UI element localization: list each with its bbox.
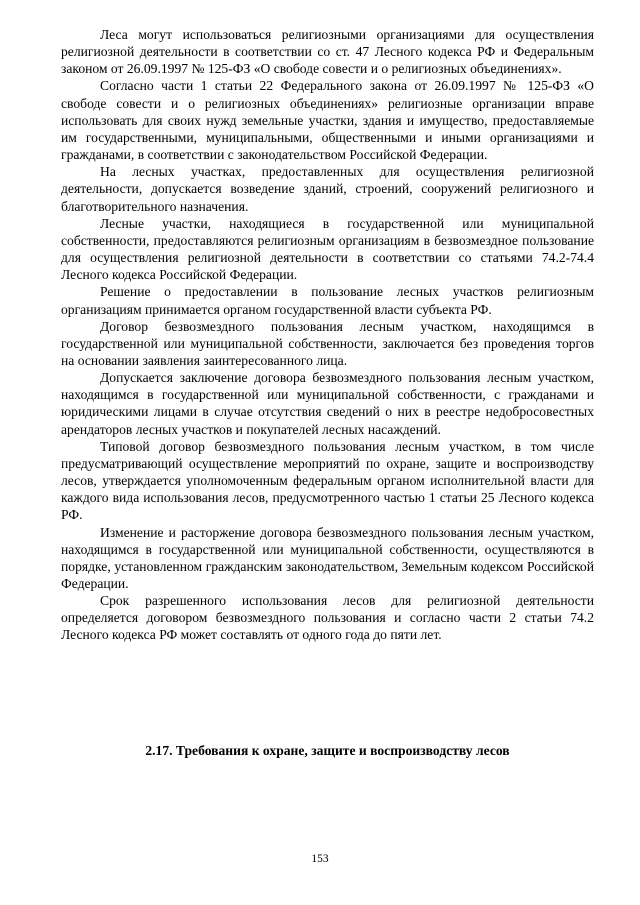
paragraph: Изменение и расторжение договора безвозмездного пользования лесным участком, находящимся в государственной или муниципальной собственности, осуществляются в порядке, установленном гражданским законодательством, Земельным кодексом Российской Федерации.	[61, 524, 594, 591]
paragraph: Допускается заключение договора безвозмездного пользования лесным участком, находящимся в государственной или муниципальной собственности, с гражданами и юридическими лицами в случае отсутствия сведений о них в реестре недобросовестных арендаторов лесных участков и покупателей лесных насаждений.	[61, 370, 594, 437]
section-heading: 2.17. Требования к охране, защите и воспроизводству лесов	[145, 743, 510, 758]
paragraph: Типовой договор безвозмездного пользования лесным участком, в том числе предусматривающий осуществление мероприятий по охране, защите и воспроизводству лесов, утверждается уполномоченным федеральным органом исполнительной власти для каждого вида использования лесов, предусмотренного частью 1 статьи 25 Лесного кодекса РФ.	[61, 438, 594, 523]
paragraph: На лесных участках, предоставленных для осуществления религиозной деятельности, допускается возведение зданий, строений, сооружений религиозного и благотворительного назначения.	[61, 164, 594, 214]
paragraph: Леса могут использоваться религиозными организациями для осуществления религиозной деятельности в соответствии со ст. 47 Лесного кодекса РФ и Федеральным законом от 26.09.1997 № 125-ФЗ «О свободе совести и о религиозных объединениях».	[61, 27, 594, 77]
paragraph: Лесные участки, находящиеся в государственной или муниципальной собственности, предоставляются религиозным организациям в безвозмездное пользование для осуществления религиозной деятельности в соответствии со статьями 74.2-74.4 Лесного кодекса Российской Федерации.	[61, 215, 594, 283]
paragraph: Срок разрешенного использования лесов для религиозной деятельности определяется договором безвозмездного пользования и согласно части 2 статьи 74.2 Лесного кодекса РФ может составлять от одного года до пяти лет.	[61, 593, 594, 643]
paragraph: Решение о предоставлении в пользование лесных участков религиозным организациям принимается органом государственной власти субъекта РФ.	[61, 284, 594, 317]
page-number: 153	[311, 853, 329, 865]
paragraph: Согласно части 1 статьи 22 Федерального закона от 26.09.1997 № 125-ФЗ «О свободе совести и о религиозных объединениях» религиозные организации вправе использовать для своих нужд земельные участки, здания и имущество, предоставляемые им государственными, муниципальными, общественными и иными организациями и гражданами, в соответствии с законодательством Российской Федерации.	[61, 78, 594, 163]
paragraph: Договор безвозмездного пользования лесным участком, находящимся в государственной или муниципальной собственности, заключается без проведения торгов на основании заявления заинтересованного лица.	[61, 318, 594, 368]
body-text	[61, 26, 594, 644]
